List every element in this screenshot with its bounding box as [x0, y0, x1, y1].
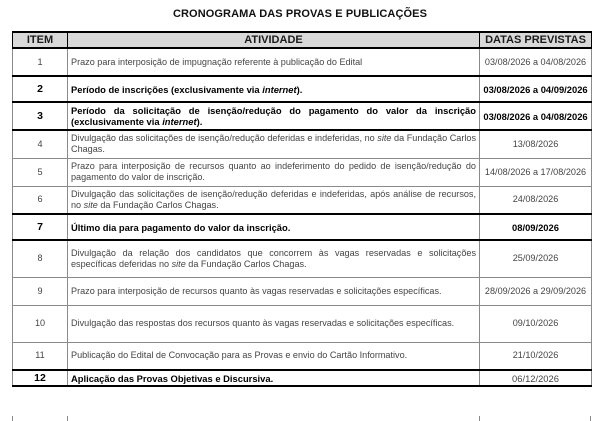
- row-date: 24/08/2026: [480, 186, 592, 214]
- header-dates: DATAS PREVISTAS: [480, 32, 592, 48]
- row-activity: Divulgação das respostas dos recursos quanto às vagas reservadas e solicitações específicas.: [68, 305, 480, 342]
- table-row: [13, 48, 592, 76]
- row-date: 03/08/2026 a 04/08/2026: [480, 48, 592, 76]
- italic-term: site: [171, 258, 186, 269]
- table-row: [13, 342, 592, 370]
- row-item-number: 2: [13, 76, 68, 102]
- italic-term: internet: [262, 83, 297, 95]
- row-activity: Período da solicitação de isenção/redução do pagamento do valor da inscrição (exclusivamente via internet).: [68, 102, 480, 130]
- row-activity: Divulgação das solicitações de isenção/redução deferidas e indeferidas, após análise de recursos, no site da Fundação Carlos Chagas.: [68, 186, 480, 214]
- table-row: [13, 277, 592, 305]
- table-row: [13, 130, 592, 158]
- row-item-number: 8: [13, 240, 68, 277]
- table-row: [13, 102, 592, 130]
- row-item-number: 5: [13, 158, 68, 186]
- schedule-table: [12, 31, 592, 387]
- row-date: 13/08/2026: [480, 130, 592, 158]
- row-activity: Aplicação das Provas Objetivas e Discursiva.: [68, 370, 480, 386]
- row-activity: Divulgação da relação dos candidatos que concorrem às vagas reservadas e solicitações específicas deferidas no site da Fundação Carlos Chagas.: [68, 240, 480, 277]
- row-item-number: 3: [13, 102, 68, 130]
- row-activity: Publicação do Edital de Convocação para as Provas e envio do Cartão Informativo.: [68, 342, 480, 370]
- row-item-number: 1: [13, 48, 68, 76]
- header-activity: ATIVIDADE: [68, 32, 480, 48]
- row-date: 28/09/2026 a 29/09/2026: [480, 277, 592, 305]
- table-row: [13, 305, 592, 342]
- italic-term: site: [377, 133, 392, 144]
- table-row: [13, 158, 592, 186]
- row-date: 09/10/2026: [480, 305, 592, 342]
- row-item-number: 11: [13, 342, 68, 370]
- row-activity: Prazo para interposição de recursos quanto às vagas reservadas e solicitações específicas.: [68, 277, 480, 305]
- row-item-number: 10: [13, 305, 68, 342]
- italic-term: site: [83, 199, 98, 210]
- row-date: 03/08/2026 a 04/08/2026: [480, 102, 592, 130]
- row-activity: Divulgação das solicitações de isenção/redução deferidas e indeferidas, no site da Fundação Carlos Chagas.: [68, 130, 480, 158]
- row-item-number: 7: [13, 214, 68, 240]
- activity-text: Período de inscrições (exclusivamente via internet).: [71, 83, 303, 95]
- table-row: [13, 240, 592, 277]
- row-date: 03/08/2026 a 04/09/2026: [480, 76, 592, 102]
- row-item-number: 9: [13, 277, 68, 305]
- table-header-row: [13, 32, 592, 48]
- row-item-number: 6: [13, 186, 68, 214]
- row-activity: Prazo para interposição de recursos quanto ao indeferimento do pedido de isenção/redução do pagamento do valor de inscrição.: [68, 158, 480, 186]
- row-date: 25/09/2026: [480, 240, 592, 277]
- row-item-number: 12: [13, 370, 68, 386]
- document-title: CRONOGRAMA DAS PROVAS E PUBLICAÇÕES: [172, 8, 428, 20]
- row-date: 21/10/2026: [480, 342, 592, 370]
- row-date: 08/09/2026: [480, 214, 592, 240]
- table-row: [13, 76, 592, 102]
- table-continuation: [12, 416, 591, 421]
- row-activity: Prazo para interposição de impugnação referente à publicação do Edital: [68, 48, 480, 76]
- table-row: [13, 214, 592, 240]
- row-activity: [68, 76, 480, 102]
- header-item: ITEM: [13, 32, 68, 48]
- row-date: 14/08/2026 a 17/08/2026: [480, 158, 592, 186]
- italic-term: internet: [162, 116, 197, 127]
- row-date: 06/12/2026: [480, 370, 592, 386]
- table-row: [13, 370, 592, 386]
- row-activity: Último dia para pagamento do valor da inscrição.: [68, 214, 480, 240]
- table-row: [13, 186, 592, 214]
- row-item-number: 4: [13, 130, 68, 158]
